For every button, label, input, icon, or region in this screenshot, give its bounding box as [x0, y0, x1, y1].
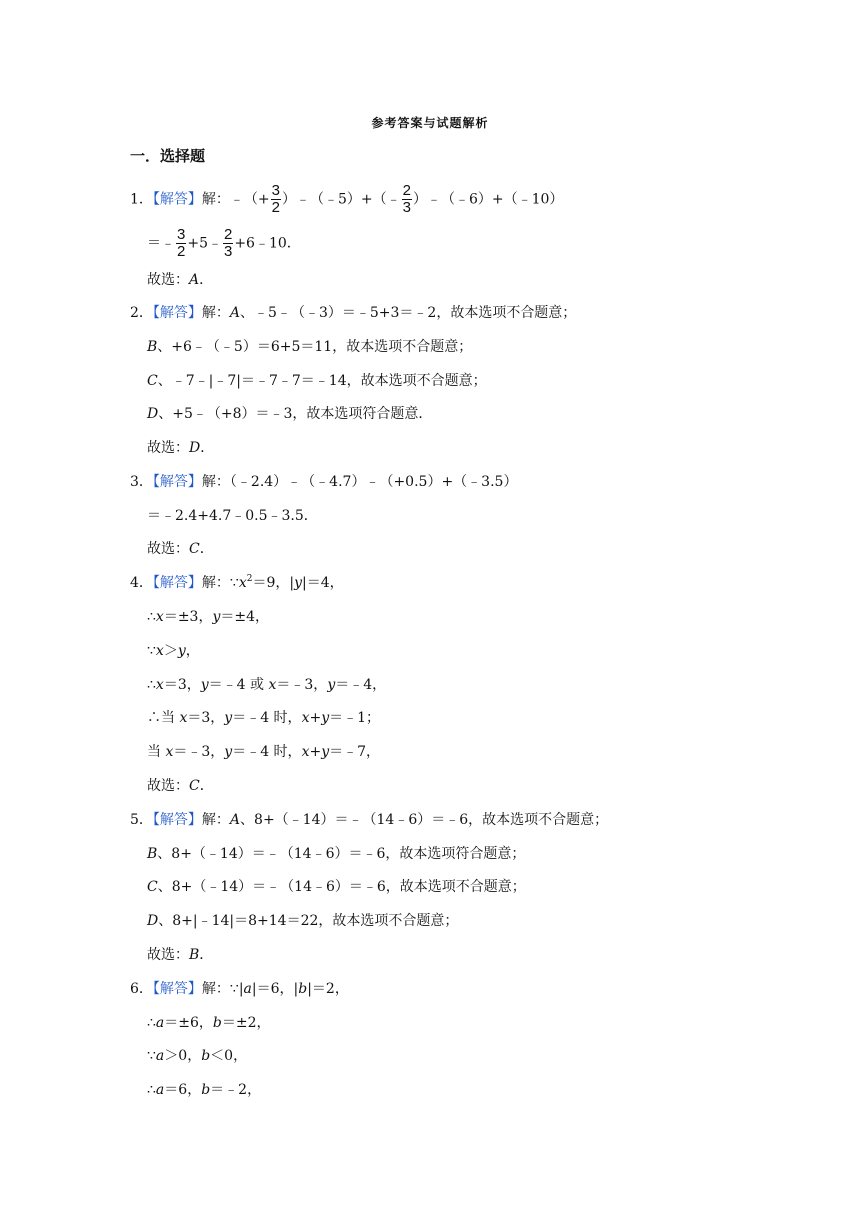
- q6-line2: ∴a＝±6，b＝±2，: [147, 1015, 271, 1031]
- q6-line4: ∴a＝6，b＝﹣2，: [147, 1082, 262, 1098]
- q2-option-c: C、﹣7﹣|﹣7|＝﹣7﹣7＝﹣14，故本选项不合题意；: [147, 373, 487, 389]
- fraction: $\frac{2}{3}$: [402, 182, 411, 216]
- q6-line1: 6．【解答】解：∵|a|＝6，|b|＝2，: [130, 981, 349, 997]
- q3-answer: 故选：C．: [147, 541, 214, 557]
- q4-line6: 当 x＝﹣3，y＝﹣4 时，x+y＝﹣7，: [147, 744, 381, 760]
- q6-line3: ∵a＞0，b＜0，: [147, 1048, 248, 1064]
- q4-answer: 故选：C．: [147, 778, 214, 794]
- q5-option-b: B、8+（﹣14）＝﹣（14﹣6）＝﹣6，故本选项符合题意；: [147, 846, 526, 862]
- page-title: 参考答案与试题解析: [371, 116, 489, 130]
- q2-answer: 故选：D．: [147, 440, 215, 456]
- solution-tag: 【解答】: [152, 191, 202, 208]
- q4-line1: 4．【解答】解：$\because x^2=9$，|y|＝4，: [130, 574, 344, 591]
- fraction: $\frac{2}{3}$: [223, 226, 233, 260]
- q1-number: 1．: [130, 191, 153, 208]
- q4-line3: ∵x＞y，: [147, 643, 200, 659]
- q5-line1: 5．【解答】解：A、8+（﹣14）＝﹣（14﹣6）＝﹣6，故本选项不合题意；: [130, 812, 609, 828]
- q3-line1: 3．【解答】解：（﹣2.4）﹣（﹣4.7）﹣（+0.5）+（﹣3.5）: [130, 474, 518, 490]
- q5-answer: 故选：B．: [147, 947, 214, 963]
- q5-option-c: C、8+（﹣14）＝﹣（14﹣6）＝﹣6，故本选项不合题意；: [147, 879, 526, 895]
- solution-tag: 【解答】: [152, 981, 202, 997]
- q1-line1: 1．【解答】解：﹣（+ $\frac{3}{2}$ ）﹣（﹣5）+（﹣ $\frac{2}{3}$ ）﹣（﹣6）+（﹣10）: [130, 182, 564, 216]
- q1-answer: 故选：A．: [147, 272, 214, 288]
- q4-line4: ∴x＝3，y＝﹣4 或 x＝﹣3，y＝﹣4，: [147, 677, 387, 693]
- q3-line2: ＝﹣2.4+4.7﹣0.5﹣3.5．: [147, 508, 318, 524]
- solution-tag: 【解答】: [152, 474, 202, 490]
- q1-line2: ＝﹣ $\frac{3}{2}$ +5﹣ $\frac{2}{3}$ +6﹣10．: [147, 226, 301, 260]
- section-heading: 一．选择题: [130, 147, 206, 165]
- fraction: $\frac{3}{2}$: [177, 226, 186, 260]
- q2-line1: 2．【解答】解：A、﹣5﹣（﹣3）＝﹣5+3＝﹣2，故本选项不合题意；: [130, 305, 577, 321]
- solution-tag: 【解答】: [152, 575, 202, 591]
- q2-option-b: B、+6﹣（﹣5）＝6+5＝11，故本选项不合题意；: [147, 339, 473, 355]
- q4-line5: ∴当 x＝3，y＝﹣4 时，x+y＝﹣1；: [147, 710, 381, 726]
- solution-tag: 【解答】: [152, 305, 202, 321]
- q2-option-d: D、+5﹣（+8）＝﹣3，故本选项符合题意．: [147, 406, 433, 422]
- fraction: $\frac{3}{2}$: [271, 182, 280, 216]
- q5-option-d: D、8+|﹣14|＝8+14＝22，故本选项不合题意；: [147, 913, 459, 929]
- q4-line2: ∴x＝±3，y＝±4，: [147, 609, 270, 625]
- solution-tag: 【解答】: [152, 812, 202, 828]
